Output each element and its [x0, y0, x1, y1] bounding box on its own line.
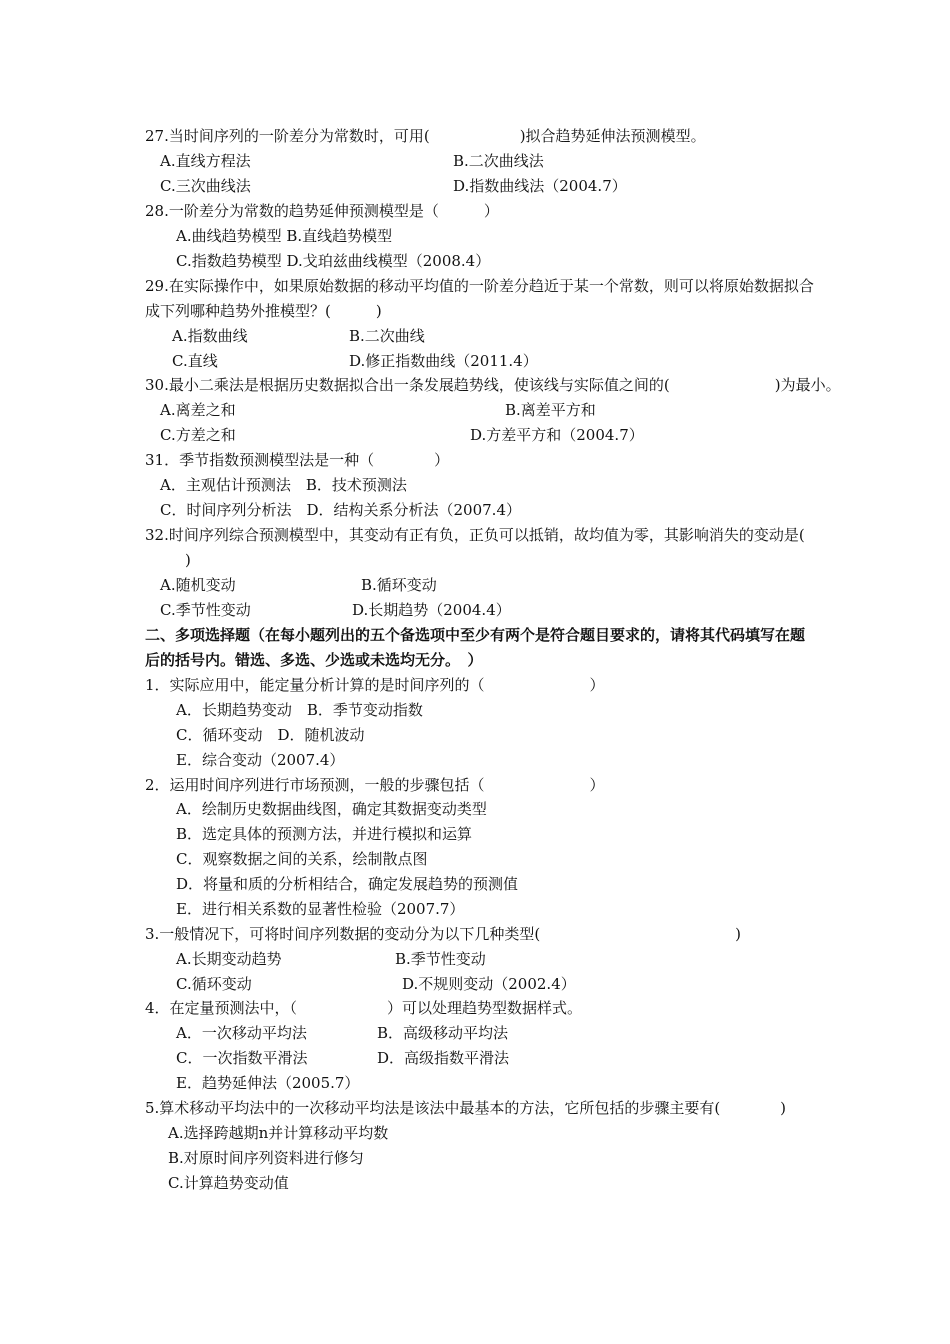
- section2-heading-line1: 二、多项选择题（在每小题列出的五个备选项中至少有两个是符合题目要求的，请将其代码填写在题: [145, 626, 806, 644]
- m4-option-d: D．高级指数平滑法: [377, 1049, 510, 1067]
- m1-stem: 1．实际应用中，能定量分析计算的是时间序列的（ ）: [145, 676, 605, 694]
- q30-option-d: D.方差平方和（2004.7）: [470, 426, 644, 444]
- q32-option-c: C.季节性变动: [160, 601, 251, 619]
- q30-option-b: B.离差平方和: [505, 401, 596, 419]
- q29-stem-line1: 29.在实际操作中，如果原始数据的移动平均值的一阶差分趋近于某一个常数，则可以将原始数据拟合: [145, 277, 814, 295]
- m4-option-b: B．高级移动平均法: [377, 1024, 509, 1042]
- m3-stem: 3.一般情况下，可将时间序列数据的变动分为以下几种类型( ): [145, 925, 742, 943]
- q28-options-ab: A.曲线趋势模型 B.直线趋势模型: [176, 227, 393, 245]
- m5-option-b: B.对原时间序列资料进行修匀: [168, 1149, 364, 1167]
- m4-option-c: C．一次指数平滑法: [176, 1049, 308, 1067]
- m4-option-e: E．趋势延伸法（2005.7）: [176, 1074, 360, 1092]
- q32-stem-line2: ): [185, 551, 191, 569]
- q29-option-c: C.直线: [172, 352, 218, 370]
- q29-option-a: A.指数曲线: [172, 327, 248, 345]
- q28-options-cd: C.指数趋势模型 D.戈珀兹曲线模型（2008.4）: [176, 252, 491, 270]
- m2-option-c: C．观察数据之间的关系，绘制散点图: [176, 850, 428, 868]
- q29-option-d: D.修正指数曲线（2011.4）: [349, 352, 538, 370]
- m3-option-c: C.循环变动: [176, 975, 252, 993]
- m5-option-a: A.选择跨越期n并计算移动平均数: [168, 1124, 389, 1142]
- q29-option-b: B.二次曲线: [349, 327, 425, 345]
- m5-option-c: C.计算趋势变动值: [168, 1174, 289, 1192]
- q27-option-d: D.指数曲线法（2004.7）: [453, 177, 627, 195]
- q27-option-b: B.二次曲线法: [453, 152, 544, 170]
- m5-stem: 5.算术移动平均法中的一次移动平均法是该法中最基本的方法，它所包括的步骤主要有( ): [145, 1099, 787, 1117]
- q32-option-d: D.长期趋势（2004.4）: [352, 601, 511, 619]
- m2-stem: 2．运用时间序列进行市场预测，一般的步骤包括（ ）: [145, 776, 605, 794]
- q31-stem: 31．季节指数预测模型法是一种（ ）: [145, 451, 450, 469]
- q32-option-b: B.循环变动: [361, 576, 437, 594]
- m4-stem: 4．在定量预测法中，（ ）可以处理趋势型数据样式。: [145, 999, 583, 1017]
- q27-option-c: C.三次曲线法: [160, 177, 251, 195]
- q28-stem: 28.一阶差分为常数的趋势延伸预测模型是（ ）: [145, 202, 499, 220]
- m2-option-b: B．选定具体的预测方法，并进行模拟和运算: [176, 825, 473, 843]
- m3-option-b: B.季节性变动: [395, 950, 486, 968]
- m1-option-e: E．综合变动（2007.4）: [176, 751, 345, 769]
- q27-stem: 27.当时间序列的一阶差分为常数时，可用( )拟合趋势延伸法预测模型。: [145, 127, 706, 145]
- q31-options-ab: A．主观估计预测法 B．技术预测法: [160, 476, 407, 494]
- section2-heading-line2: 后的括号内。错选、多选、少选或未选均无分。 ）: [145, 651, 483, 669]
- q32-stem-line1: 32.时间序列综合预测模型中，其变动有正有负，正负可以抵销，故均值为零，其影响消失的变动是(: [145, 526, 805, 544]
- m2-option-d: D．将量和质的分析相结合，确定发展趋势的预测值: [176, 875, 519, 893]
- q32-option-a: A.随机变动: [160, 576, 236, 594]
- m1-options-cd: C．循环变动 D．随机波动: [176, 726, 365, 744]
- m3-option-d: D.不规则变动（2002.4）: [402, 975, 576, 993]
- q30-stem: 30.最小二乘法是根据历史数据拟合出一条发展趋势线，使该线与实际值之间的( )为最小。: [145, 376, 841, 394]
- q31-options-cd: C．时间序列分析法 D．结构关系分析法（2007.4）: [160, 501, 521, 519]
- m2-option-a: A．绘制历史数据曲线图，确定其数据变动类型: [176, 800, 487, 818]
- q27-option-a: A.直线方程法: [160, 152, 251, 170]
- m2-option-e: E．进行相关系数的显著性检验（2007.7）: [176, 900, 465, 918]
- m1-options-ab: A．长期趋势变动 B．季节变动指数: [176, 701, 423, 719]
- m3-option-a: A.长期变动趋势: [176, 950, 282, 968]
- m4-option-a: A．一次移动平均法: [176, 1024, 307, 1042]
- q29-stem-line2: 成下列哪种趋势外推模型？( ): [145, 302, 382, 320]
- q30-option-a: A.离差之和: [160, 401, 236, 419]
- q30-option-c: C.方差之和: [160, 426, 236, 444]
